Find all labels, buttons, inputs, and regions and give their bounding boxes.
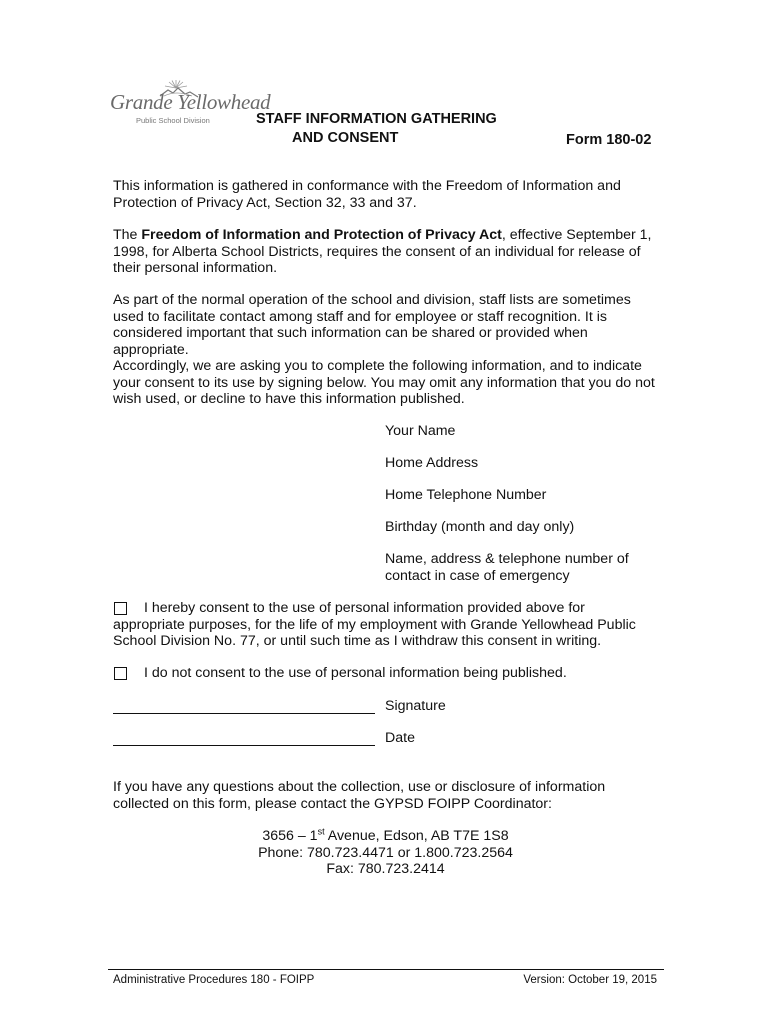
- field-birthday: Birthday (month and day only): [385, 519, 575, 535]
- field-your-name: Your Name: [385, 423, 456, 439]
- paragraph-purpose: As part of the normal operation of the school and division, staff lists are sometimes used to facilitate contact among staff and for employee or staff recognition. It is considered important that such information can be shared or provided when appropriate.: [113, 292, 631, 359]
- contact-fax: Fax: 780.723.2414: [326, 861, 445, 877]
- consent-no-text: I do not consent to the use of personal information being published.: [144, 665, 567, 681]
- contact-address: [113, 828, 658, 845]
- contact-intro: If you have any questions about the collection, use or disclosure of information collected on this form, please contact the GYPSD FOIPP Coordinator:: [113, 779, 606, 812]
- form-title-line2: AND CONSENT: [292, 130, 399, 146]
- footer-divider: [108, 969, 664, 970]
- form-number: Form 180-02: [566, 132, 652, 148]
- field-home-address: Home Address: [385, 455, 479, 471]
- date-line[interactable]: [113, 745, 375, 746]
- contact-address-ordinal: st: [317, 826, 325, 837]
- act-name: Freedom of Information and Protection of Privacy Act: [141, 227, 502, 243]
- paragraph-request: Accordingly, we are asking you to complete the following information, and to indicate your consent to its use by signing below. You may omit any information that you do not wish used, or decline to have this information published.: [113, 358, 655, 408]
- consent-yes-text: I hereby consent to the use of personal information provided above for appropriate purposes, for the life of my employment with Grande Yellowhead Public School Division No. 77, or until such time as I withdraw this consent in writing.: [113, 600, 636, 650]
- signature-label: Signature: [385, 698, 446, 714]
- paragraph-act-rest: , effective September 1, 1998, for Alberta School Districts, requires the consent of an individual for release of their personal information.: [113, 227, 652, 277]
- footer-right: Version: October 19, 2015: [523, 974, 657, 986]
- form-title-line1: STAFF INFORMATION GATHERING: [256, 111, 497, 127]
- date-label: Date: [385, 730, 415, 746]
- field-home-telephone: Home Telephone Number: [385, 487, 547, 503]
- contact-phone: Phone: 780.723.4471 or 1.800.723.2564: [258, 845, 513, 861]
- paragraph-conformance: This information is gathered in conformance with the Freedom of Information and Protection of Privacy Act, Section 32, 33 and 37.: [113, 178, 621, 211]
- paragraph-act-lead: The: [113, 227, 142, 243]
- logo-wordmark: Grande Yellowhead: [110, 90, 271, 114]
- contact-address-street: Avenue, Edson, AB T7E 1S8: [324, 828, 509, 844]
- footer-left: Administrative Procedures 180 - FOIPP: [113, 974, 315, 986]
- paragraph-act: [113, 227, 658, 277]
- field-emergency-contact-line2: contact in case of emergency: [385, 568, 570, 584]
- contact-address-number: 3656 – 1: [262, 828, 318, 844]
- logo-subtitle: Public School Division: [136, 116, 210, 125]
- field-emergency-contact-line1: Name, address & telephone number of: [385, 551, 629, 567]
- signature-line[interactable]: [113, 713, 375, 714]
- division-logo: [110, 76, 271, 132]
